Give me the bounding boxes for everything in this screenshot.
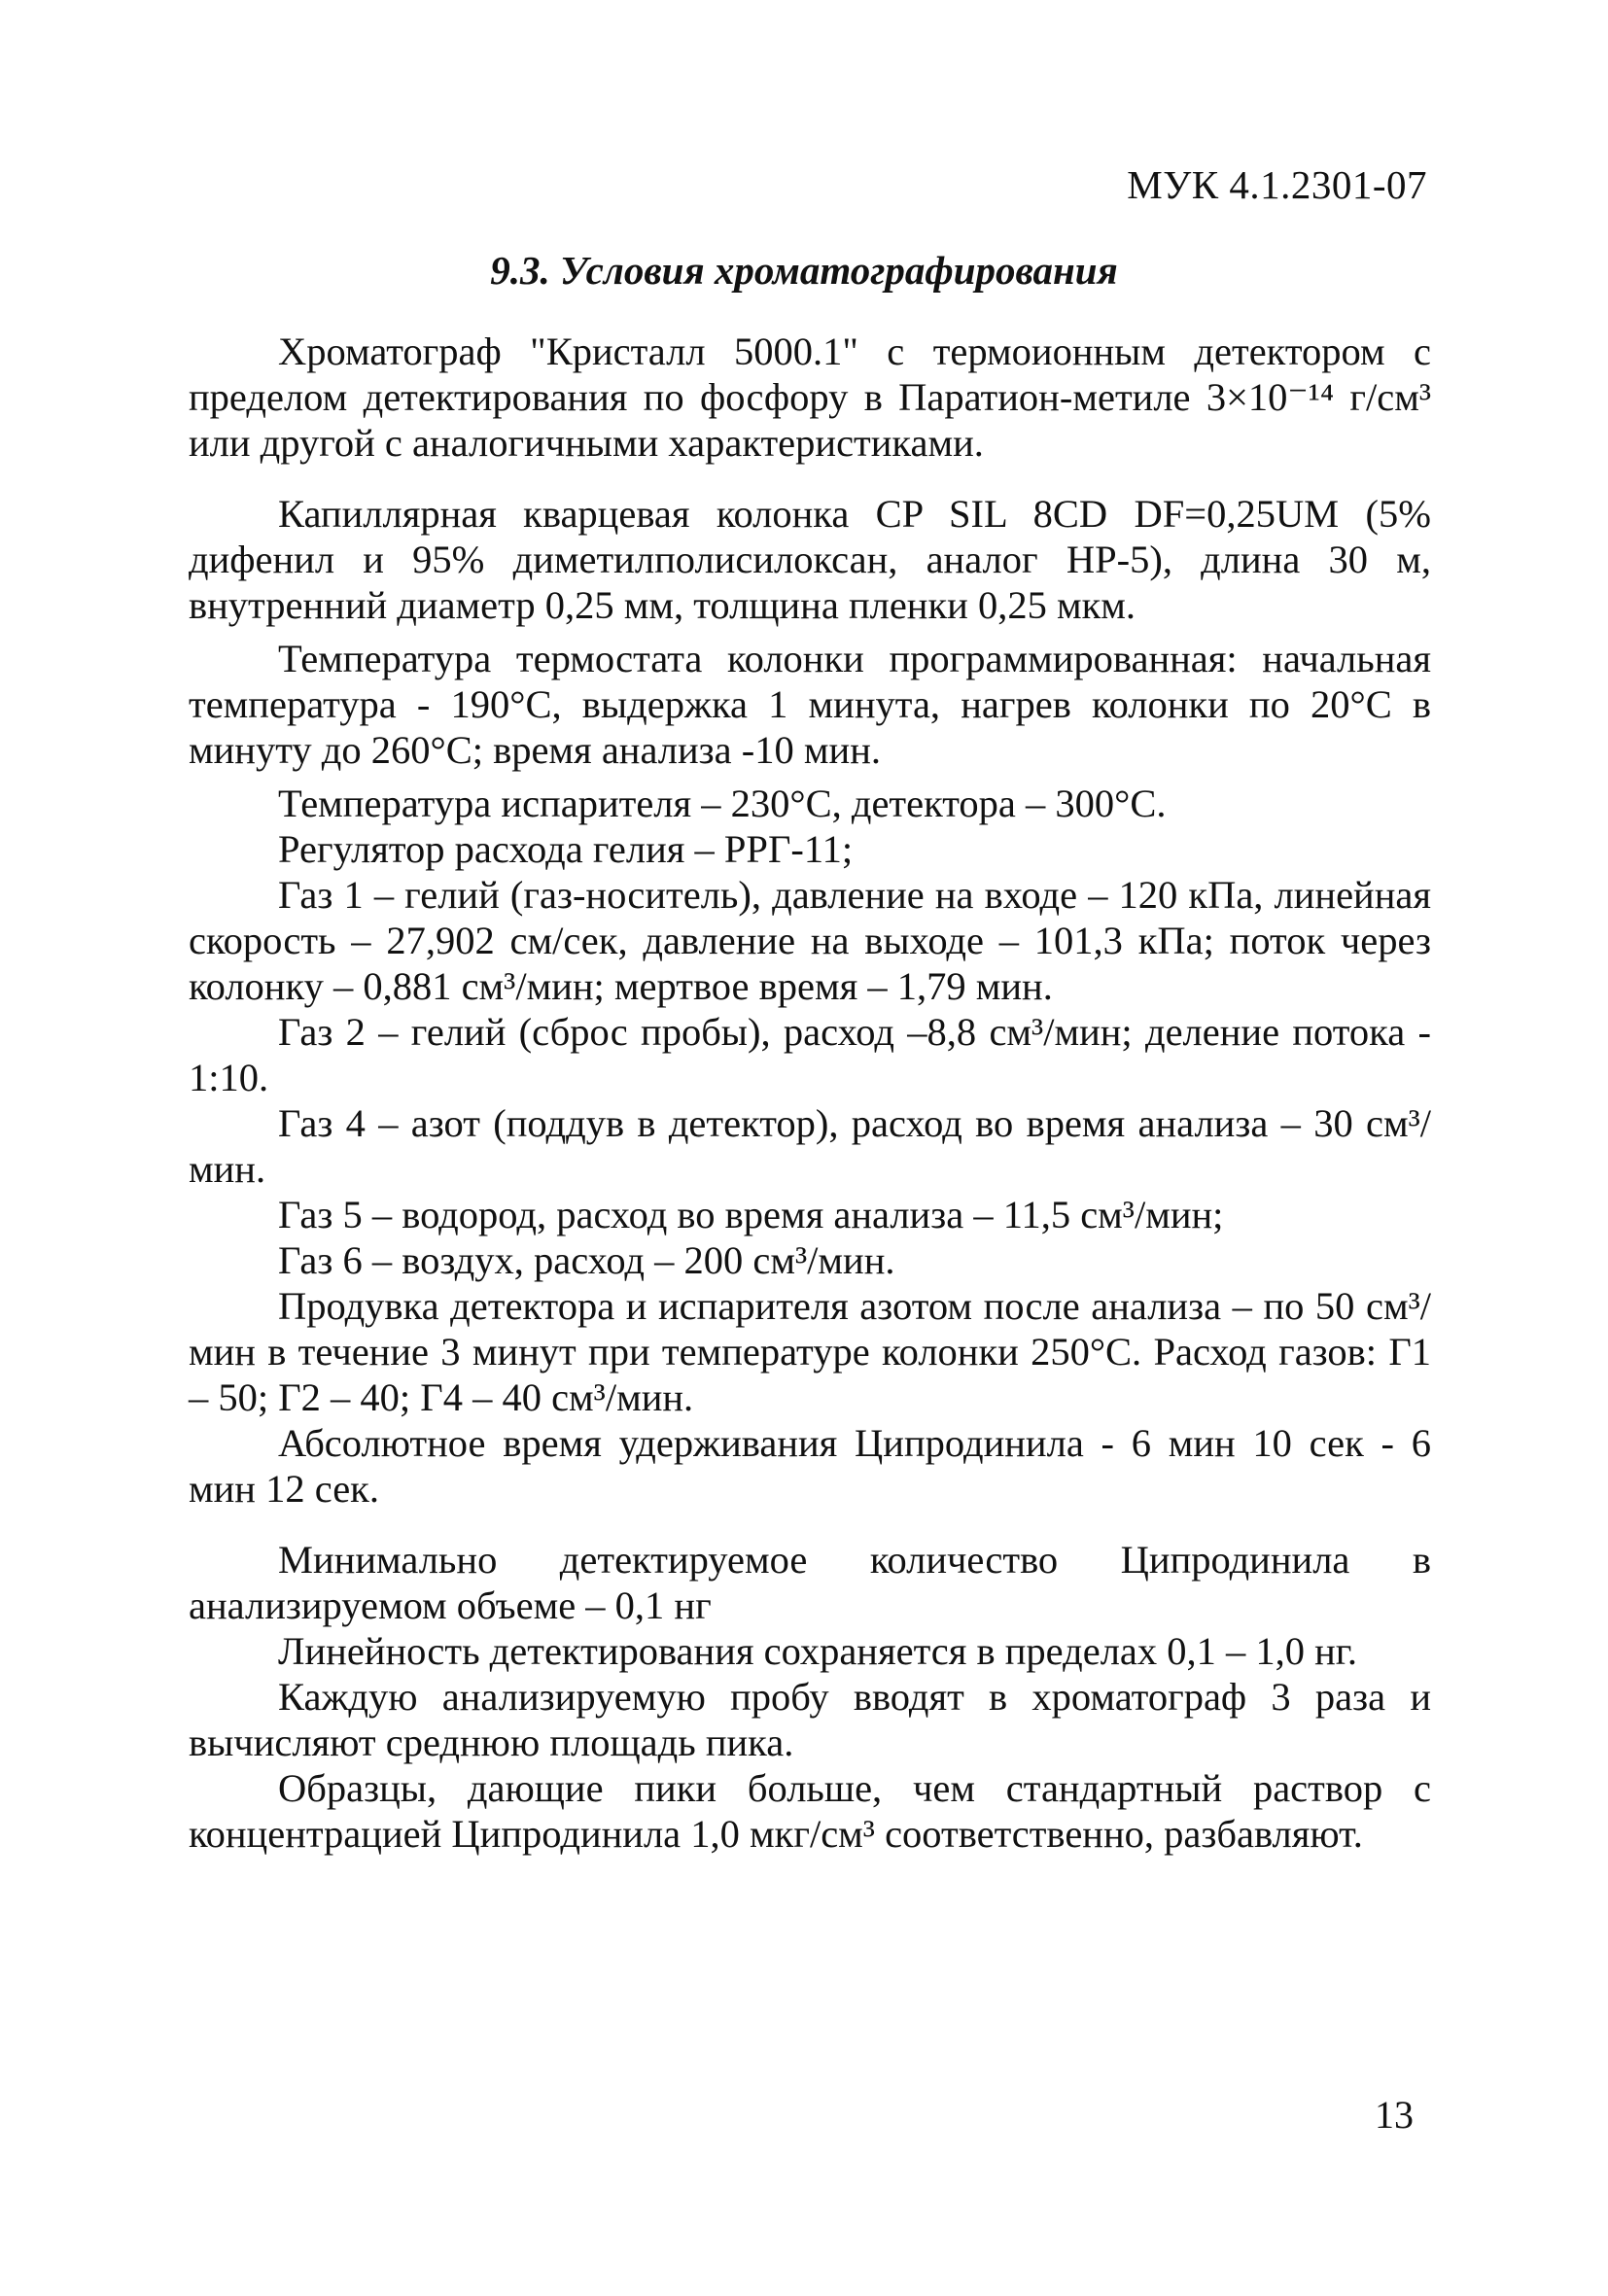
paragraph-gas-6: Газ 6 – воздух, расход – 200 см³/мин. — [278, 1238, 895, 1282]
section-title: 9.3. Условия хроматографирования — [490, 248, 1118, 293]
paragraph-chromatograph: Хроматограф "Кристалл 5000.1" с термоионным детектором с пределом детектирования по фосфору в Паратион-метиле 3×10⁻¹⁴ г/см³ или другой с аналогичными характеристиками. — [189, 330, 1431, 465]
paragraph-gas-1: Газ 1 – гелий (газ-носитель), давление на входе – 120 кПа, линейная скорость – 27,902 см/сек, давление на выходе – 101,3 кПа; поток через колонку – 0,881 см³/мин; мертвое время – 1,79 мин. — [189, 873, 1431, 1008]
paragraph-column: Капиллярная кварцевая колонка CP SIL 8CD DF=0,25UM (5% дифенил и 95% диметилполисилоксан, аналог HP-5), длина 30 м, внутренний диаметр 0,25 мм, толщина пленки 0,25 мкм. — [189, 492, 1431, 627]
body-text — [189, 329, 1431, 1857]
paragraph-linearity: Линейность детектирования сохраняется в пределах 0,1 – 1,0 нг. — [278, 1629, 1357, 1673]
paragraph-injection: Каждую анализируемую пробу вводят в хроматограф 3 раза и вычисляют среднюю площадь пика. — [189, 1675, 1431, 1764]
paragraph-gas-2: Газ 2 – гелий (сброс пробы), расход –8,8 см³/мин; деление потока - 1:10. — [189, 1010, 1431, 1099]
paragraph-evaporator-temperature: Температура испарителя – 230°С, детектора – 300°С. — [278, 782, 1167, 825]
paragraph-detection-limit: Минимально детектируемое количество Ципродинила в анализируемом объеме – 0,1 нг — [189, 1538, 1431, 1627]
paragraph-helium-regulator: Регулятор расхода гелия – РРГ-11; — [278, 827, 854, 871]
paragraph-temperature-program: Температура термостата колонки программированная: начальная температура - 190°С, выдержка 1 минута, нагрев колонки по 20°С в минуту до 260°С; время анализа -10 мин. — [189, 637, 1431, 772]
paragraph-dilution: Образцы, дающие пики больше, чем стандартный раствор с концентрацией Ципродинила 1,0 мкг/см³ соответственно, разбавляют. — [189, 1766, 1431, 1856]
paragraph-gas-4: Газ 4 – азот (поддув в детектор), расход во время анализа – 30 см³/мин. — [189, 1101, 1431, 1191]
document-code: МУК 4.1.2301-07 — [1127, 162, 1427, 207]
paragraph-gas-5: Газ 5 – водород, расход во время анализа – 11,5 см³/мин; — [278, 1193, 1224, 1236]
page-number: 13 — [1375, 2093, 1414, 2137]
paragraph-retention-time: Абсолютное время удерживания Ципродинила - 6 мин 10 сек - 6 мин 12 сек. — [189, 1421, 1431, 1511]
paragraph-purge: Продувка детектора и испарителя азотом после анализа – по 50 см³/мин в течение 3 минут при температуре колонки 250°С. Расход газов: Г1 – 50; Г2 – 40; Г4 – 40 см³/мин. — [189, 1284, 1431, 1419]
